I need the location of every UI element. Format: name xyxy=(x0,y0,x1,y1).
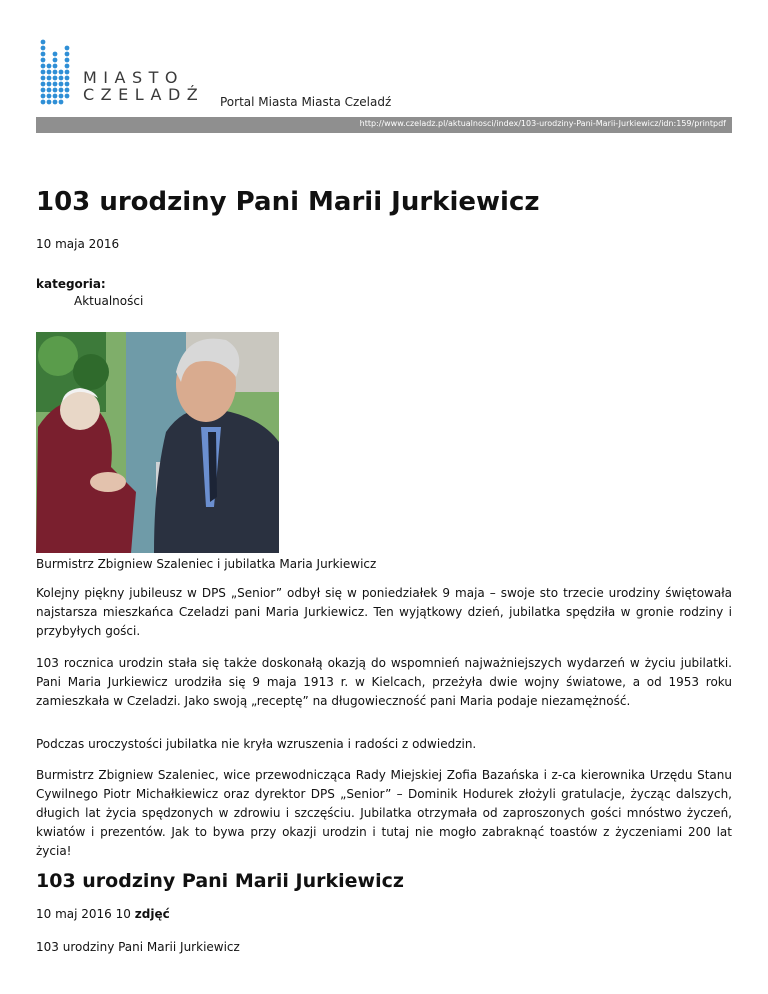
article-paragraph: Kolejny piękny jubileusz w DPS „Senior” odbył się w poniedziałek 9 maja – swoje sto trzecie urodziny świętowała najstarsza mieszkańca Czeladzi pani Maria Jurkiewicz. Ten wyjątkowy dzień, jubilatka spędziła w gronie rodziny i przybyłych gości. xyxy=(36,586,732,638)
logo-line-1: MIASTO xyxy=(83,68,184,87)
gallery-item-title: 103 urodziny Pani Marii Jurkiewicz xyxy=(36,940,240,954)
gallery-count-label: zdjęć xyxy=(134,907,170,921)
gallery-title: 103 urodziny Pani Marii Jurkiewicz xyxy=(36,870,404,892)
portal-name: Portal Miasta Miasta Czeladź xyxy=(220,95,392,109)
url-bar xyxy=(36,117,732,133)
logo-dots-icon xyxy=(38,38,74,106)
gallery-meta xyxy=(36,907,170,921)
logo-line-2: CZELADŹ xyxy=(83,85,205,104)
logo-wordmark xyxy=(83,69,204,103)
article-paragraph: Podczas uroczystości jubilatka nie kryła wzruszenia i radości z odwiedzin. xyxy=(36,737,477,751)
article-date: 10 maja 2016 xyxy=(36,237,120,251)
photo-caption: Burmistrz Zbigniew Szaleniec i jubilatka Maria Jurkiewicz xyxy=(36,557,377,571)
article-paragraph: Burmistrz Zbigniew Szaleniec, wice przewodnicząca Rady Miejskiej Zofia Bazańska i z-ca kierownika Urzędu Stanu Cywilnego Piotr Michałkiewicz oraz dyrektor DPS „Senior” – Dominik Hodurek złożyli gratulacje, życząc dalszych, długich lat życia spędzonych w zdrowiu i szczęściu. Jubilatka otrzymała od zaproszonych gości mnóstwo życzeń, kwiatów i prezentów. Jak to bywa przy okazji urodzin i tutaj nie mogło zabraknąć toastów z życzeniami 200 lat życia! xyxy=(36,768,732,858)
gallery-count: 10 xyxy=(115,907,131,921)
category-value[interactable]: Aktualności xyxy=(74,294,144,308)
gallery-date: 10 maj 2016 xyxy=(36,907,112,921)
article-title: 103 urodziny Pani Marii Jurkiewicz xyxy=(36,187,540,217)
category-label: kategoria: xyxy=(36,277,106,291)
article-photo xyxy=(36,332,279,553)
city-logo xyxy=(38,38,218,110)
article-paragraph: 103 rocznica urodzin stała się także doskonałą okazją do wspomnień najważniejszych wydarzeń w życiu jubilatki. Pani Maria Jurkiewicz urodziła się 9 maja 1913 r. w Kielcach, przeżyła dwie wojny światowe, a od 1953 roku zamieszkała w Czeladzi. Jako swoją „receptę” na długowieczność pani Maria podaje niezamężność. xyxy=(36,656,732,708)
page-url[interactable]: http://www.czeladz.pl/aktualnosci/index/103-urodziny-Pani-Marii-Jurkiewicz/idn:159/printpdf xyxy=(359,119,726,128)
